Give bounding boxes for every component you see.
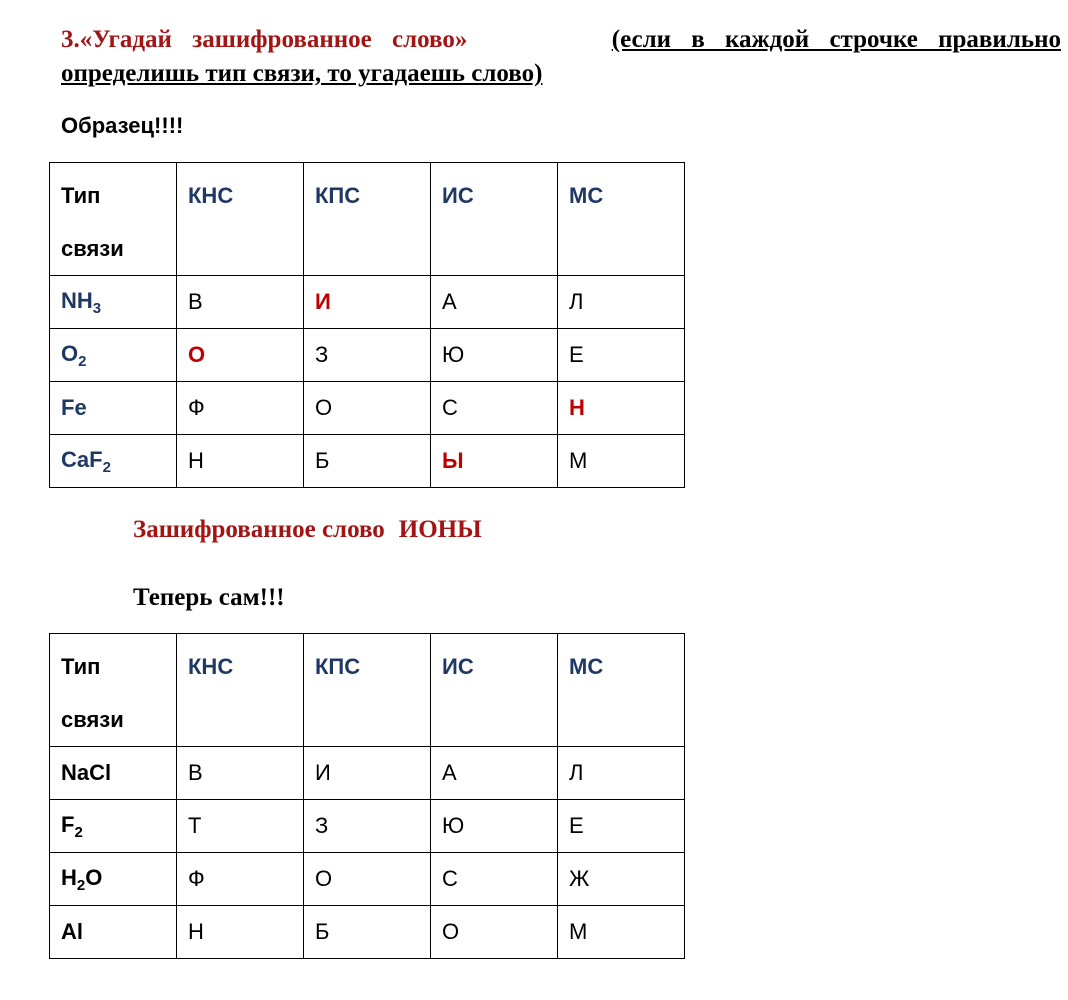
formula: Fe [61, 395, 87, 420]
formula-cell [50, 276, 177, 329]
letter-cell: М [558, 906, 685, 959]
letter-cell: Л [558, 276, 685, 329]
answer-line [133, 516, 482, 544]
formula-subscript: 2 [76, 876, 86, 894]
table-row [50, 276, 685, 329]
formula: Al [61, 919, 83, 944]
header-col: КПС [304, 163, 431, 276]
letter-cell: В [177, 747, 304, 800]
letter-cell: Н [558, 382, 685, 435]
task-title-hint-line2: определишь тип связи, то угадаешь слово) [61, 60, 543, 87]
formula-cell [50, 747, 177, 800]
letter-cell: Н [177, 906, 304, 959]
letter-cell: Л [558, 747, 685, 800]
header-type-line1: Тип [61, 183, 101, 208]
letter-cell: Н [177, 435, 304, 488]
header-col: КНС [177, 634, 304, 747]
formula-cell [50, 800, 177, 853]
letter-cell: О [304, 382, 431, 435]
sample-label: Образец!!!! [61, 113, 184, 138]
formula-subscript: 2 [78, 352, 87, 370]
formula-cell [50, 906, 177, 959]
header-col: КНС [177, 163, 304, 276]
letter-cell: Б [304, 906, 431, 959]
table-row [50, 435, 685, 488]
answer-word: ИОНЫ [398, 516, 482, 543]
formula-cell [50, 382, 177, 435]
formula-subscript: 2 [102, 458, 111, 476]
formula: CaF [61, 446, 103, 472]
table-row [50, 382, 685, 435]
header-col: ИС [431, 163, 558, 276]
letter-cell: А [431, 747, 558, 800]
letter-cell: С [431, 853, 558, 906]
letter-cell: Ф [177, 382, 304, 435]
letter-cell: О [304, 853, 431, 906]
formula: H [61, 864, 77, 890]
letter-cell: Ю [431, 800, 558, 853]
header-type-line1: Тип [61, 654, 101, 679]
formula-tail: O [85, 864, 103, 890]
header-row [50, 163, 685, 276]
letter-cell: М [558, 435, 685, 488]
letter-cell: Б [304, 435, 431, 488]
letter-cell: З [304, 329, 431, 382]
letter-cell: С [431, 382, 558, 435]
formula-cell [50, 329, 177, 382]
formula-subscript: 2 [74, 823, 83, 841]
header-col: КПС [304, 634, 431, 747]
formula: F [61, 811, 75, 837]
table-row [50, 800, 685, 853]
table-row [50, 853, 685, 906]
table-row [50, 906, 685, 959]
letter-cell: Ы [431, 435, 558, 488]
header-type [50, 163, 177, 276]
formula-cell [50, 853, 177, 906]
answer-label: Зашифрованное слово [133, 516, 385, 543]
task-title-name: 3.«Угадай зашифрованное слово» [61, 26, 468, 53]
letter-cell: Е [558, 329, 685, 382]
header-col: МС [558, 163, 685, 276]
formula-subscript: 3 [92, 299, 102, 317]
table-row [50, 747, 685, 800]
letter-cell: Ю [431, 329, 558, 382]
now-label: Теперь сам!!! [133, 584, 285, 611]
formula: O [61, 340, 79, 366]
letter-cell: О [431, 906, 558, 959]
header-col: МС [558, 634, 685, 747]
letter-cell: Ж [558, 853, 685, 906]
letter-cell: В [177, 276, 304, 329]
header-row [50, 634, 685, 747]
table-row [50, 329, 685, 382]
letter-cell: Ф [177, 853, 304, 906]
letter-cell: И [304, 276, 431, 329]
header-col: ИС [431, 634, 558, 747]
formula: NaCl [61, 760, 112, 785]
letter-cell: А [431, 276, 558, 329]
header-type [50, 634, 177, 747]
task-title [61, 26, 1061, 54]
header-type-line2: связи [61, 707, 124, 732]
letter-cell: О [177, 329, 304, 382]
task-table [49, 633, 685, 959]
task-title-hint: (если в каждой строчке правильно [611, 26, 1061, 53]
letter-cell: Т [177, 800, 304, 853]
formula: NH [61, 287, 93, 313]
formula-cell [50, 435, 177, 488]
letter-cell: З [304, 800, 431, 853]
letter-cell: И [304, 747, 431, 800]
header-type-line2: связи [61, 236, 124, 261]
sample-table [49, 162, 685, 488]
letter-cell: Е [558, 800, 685, 853]
